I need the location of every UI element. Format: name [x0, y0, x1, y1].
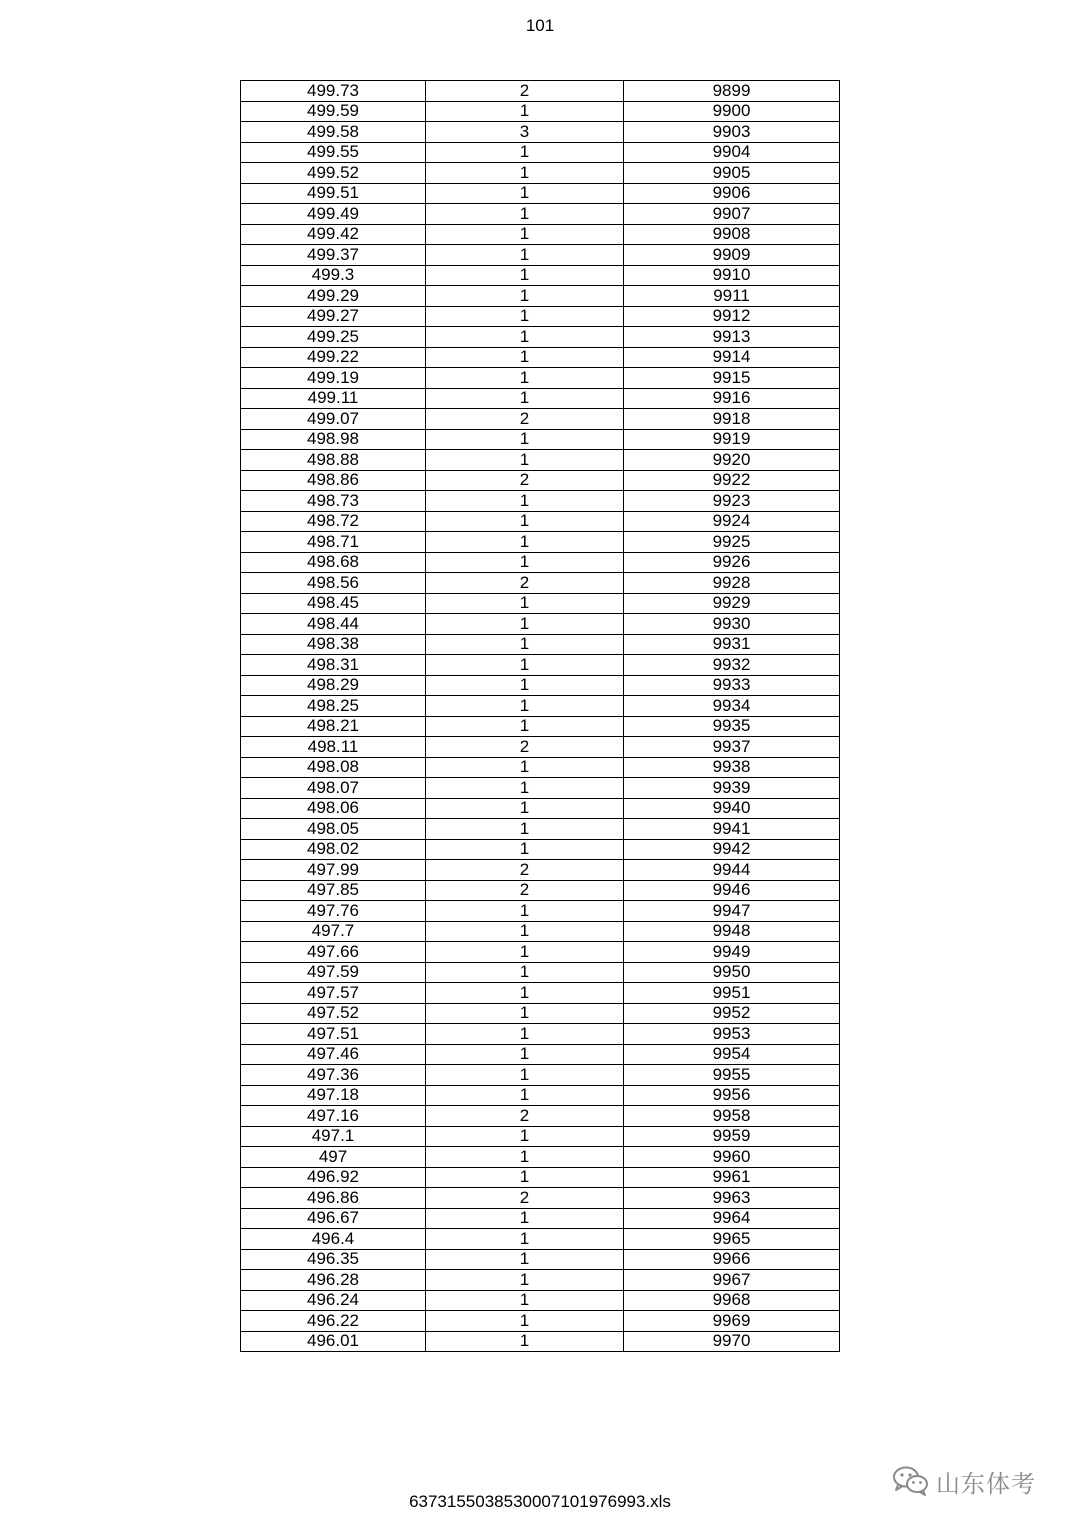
count-cell: 1	[426, 1065, 624, 1086]
table-row	[241, 860, 840, 881]
count-cell: 2	[426, 470, 624, 491]
table-row	[241, 983, 840, 1004]
count-cell: 1	[426, 921, 624, 942]
count-cell: 1	[426, 1167, 624, 1188]
score-cell: 496.92	[241, 1167, 426, 1188]
score-cell: 497.99	[241, 860, 426, 881]
table-row	[241, 368, 840, 389]
score-cell: 498.08	[241, 757, 426, 778]
score-cell: 498.02	[241, 839, 426, 860]
table-row	[241, 101, 840, 122]
cumulative-cell: 9942	[624, 839, 840, 860]
table-row	[241, 1024, 840, 1045]
count-cell: 1	[426, 983, 624, 1004]
cumulative-cell: 9916	[624, 388, 840, 409]
score-cell: 498.29	[241, 675, 426, 696]
score-cell: 499.59	[241, 101, 426, 122]
table-row	[241, 880, 840, 901]
count-cell: 1	[426, 183, 624, 204]
cumulative-cell: 9904	[624, 142, 840, 163]
count-cell: 1	[426, 347, 624, 368]
page-number: 101	[525, 16, 555, 35]
score-cell: 499.22	[241, 347, 426, 368]
count-cell: 1	[426, 798, 624, 819]
count-cell: 1	[426, 593, 624, 614]
table-row	[241, 1270, 840, 1291]
score-cell: 496.22	[241, 1311, 426, 1332]
score-cell: 497.52	[241, 1003, 426, 1024]
score-cell: 497.7	[241, 921, 426, 942]
score-cell: 498.88	[241, 450, 426, 471]
score-cell: 497.51	[241, 1024, 426, 1045]
table-row	[241, 1249, 840, 1270]
score-cell: 499.55	[241, 142, 426, 163]
cumulative-cell: 9934	[624, 696, 840, 717]
score-cell: 498.11	[241, 737, 426, 758]
score-cell: 497.1	[241, 1126, 426, 1147]
cumulative-cell: 9951	[624, 983, 840, 1004]
cumulative-cell: 9913	[624, 327, 840, 348]
table-row	[241, 1065, 840, 1086]
count-cell: 1	[426, 716, 624, 737]
table-row	[241, 245, 840, 266]
cumulative-cell: 9955	[624, 1065, 840, 1086]
count-cell: 3	[426, 122, 624, 143]
count-cell: 1	[426, 1003, 624, 1024]
table-body	[241, 81, 840, 1352]
table-row	[241, 327, 840, 348]
count-cell: 1	[426, 204, 624, 225]
count-cell: 1	[426, 1126, 624, 1147]
count-cell: 1	[426, 1229, 624, 1250]
table-row	[241, 450, 840, 471]
count-cell: 1	[426, 655, 624, 676]
count-cell: 1	[426, 942, 624, 963]
count-cell: 1	[426, 778, 624, 799]
table-row	[241, 634, 840, 655]
count-cell: 1	[426, 265, 624, 286]
cumulative-cell: 9939	[624, 778, 840, 799]
table-row	[241, 614, 840, 635]
score-cell: 496.67	[241, 1208, 426, 1229]
cumulative-cell: 9928	[624, 573, 840, 594]
count-cell: 1	[426, 1147, 624, 1168]
count-cell: 1	[426, 286, 624, 307]
score-table	[240, 80, 840, 1352]
table-row	[241, 839, 840, 860]
score-cell: 499.27	[241, 306, 426, 327]
score-cell: 497.59	[241, 962, 426, 983]
table-row	[241, 1311, 840, 1332]
score-cell: 498.73	[241, 491, 426, 512]
table-row	[241, 286, 840, 307]
table-row	[241, 224, 840, 245]
score-cell: 498.06	[241, 798, 426, 819]
table-row	[241, 696, 840, 717]
table-row	[241, 737, 840, 758]
score-cell: 497.46	[241, 1044, 426, 1065]
cumulative-cell: 9912	[624, 306, 840, 327]
table-row	[241, 183, 840, 204]
table-row	[241, 942, 840, 963]
table-row	[241, 655, 840, 676]
table-row	[241, 921, 840, 942]
table-row	[241, 1188, 840, 1209]
score-cell: 497	[241, 1147, 426, 1168]
count-cell: 2	[426, 573, 624, 594]
cumulative-cell: 9966	[624, 1249, 840, 1270]
cumulative-cell: 9961	[624, 1167, 840, 1188]
cumulative-cell: 9933	[624, 675, 840, 696]
table-row	[241, 388, 840, 409]
score-cell: 499.73	[241, 81, 426, 102]
table-row	[241, 204, 840, 225]
cumulative-cell: 9920	[624, 450, 840, 471]
cumulative-cell: 9905	[624, 163, 840, 184]
count-cell: 1	[426, 245, 624, 266]
watermark-text: 山东体考	[936, 1469, 1036, 1498]
table-row	[241, 306, 840, 327]
cumulative-cell: 9963	[624, 1188, 840, 1209]
count-cell: 1	[426, 1331, 624, 1352]
count-cell: 1	[426, 368, 624, 389]
cumulative-cell: 9907	[624, 204, 840, 225]
wechat-icon	[892, 1465, 930, 1497]
score-cell: 498.45	[241, 593, 426, 614]
score-cell: 498.68	[241, 552, 426, 573]
cumulative-cell: 9918	[624, 409, 840, 430]
table-row	[241, 716, 840, 737]
cumulative-cell: 9964	[624, 1208, 840, 1229]
table-row	[241, 470, 840, 491]
table-row	[241, 757, 840, 778]
count-cell: 1	[426, 1270, 624, 1291]
cumulative-cell: 9953	[624, 1024, 840, 1045]
table-row	[241, 491, 840, 512]
table-row	[241, 1106, 840, 1127]
cumulative-cell: 9929	[624, 593, 840, 614]
table-row	[241, 819, 840, 840]
count-cell: 1	[426, 1249, 624, 1270]
count-cell: 1	[426, 634, 624, 655]
table-row	[241, 163, 840, 184]
score-cell: 499.49	[241, 204, 426, 225]
count-cell: 1	[426, 532, 624, 553]
cumulative-cell: 9926	[624, 552, 840, 573]
table-row	[241, 1229, 840, 1250]
cumulative-cell: 9938	[624, 757, 840, 778]
cumulative-cell: 9959	[624, 1126, 840, 1147]
count-cell: 1	[426, 491, 624, 512]
cumulative-cell: 9919	[624, 429, 840, 450]
table-row	[241, 1290, 840, 1311]
cumulative-cell: 9949	[624, 942, 840, 963]
score-cell: 498.07	[241, 778, 426, 799]
count-cell: 1	[426, 1024, 624, 1045]
score-cell: 498.56	[241, 573, 426, 594]
score-cell: 498.25	[241, 696, 426, 717]
score-cell: 499.58	[241, 122, 426, 143]
cumulative-cell: 9960	[624, 1147, 840, 1168]
table-row	[241, 1126, 840, 1147]
score-cell: 497.16	[241, 1106, 426, 1127]
cumulative-cell: 9970	[624, 1331, 840, 1352]
count-cell: 1	[426, 101, 624, 122]
file-name: 6373155038530007101976993.xls	[409, 1492, 671, 1511]
count-cell: 1	[426, 511, 624, 532]
cumulative-cell: 9900	[624, 101, 840, 122]
cumulative-cell: 9910	[624, 265, 840, 286]
score-cell: 497.66	[241, 942, 426, 963]
score-cell: 496.24	[241, 1290, 426, 1311]
count-cell: 1	[426, 306, 624, 327]
score-cell: 498.05	[241, 819, 426, 840]
cumulative-cell: 9909	[624, 245, 840, 266]
count-cell: 2	[426, 409, 624, 430]
score-cell: 499.29	[241, 286, 426, 307]
cumulative-cell: 9922	[624, 470, 840, 491]
cumulative-cell: 9954	[624, 1044, 840, 1065]
count-cell: 1	[426, 224, 624, 245]
count-cell: 1	[426, 388, 624, 409]
count-cell: 1	[426, 696, 624, 717]
count-cell: 1	[426, 901, 624, 922]
score-cell: 497.85	[241, 880, 426, 901]
table-row	[241, 901, 840, 922]
cumulative-cell: 9925	[624, 532, 840, 553]
count-cell: 1	[426, 142, 624, 163]
score-cell: 496.01	[241, 1331, 426, 1352]
count-cell: 2	[426, 81, 624, 102]
count-cell: 1	[426, 1311, 624, 1332]
count-cell: 1	[426, 1290, 624, 1311]
count-cell: 1	[426, 450, 624, 471]
table-row	[241, 122, 840, 143]
cumulative-cell: 9956	[624, 1085, 840, 1106]
score-cell: 497.36	[241, 1065, 426, 1086]
table-row	[241, 1331, 840, 1352]
table-row	[241, 511, 840, 532]
cumulative-cell: 9908	[624, 224, 840, 245]
table-row	[241, 81, 840, 102]
table-row	[241, 429, 840, 450]
count-cell: 2	[426, 1106, 624, 1127]
cumulative-cell: 9931	[624, 634, 840, 655]
table-row	[241, 573, 840, 594]
score-cell: 499.51	[241, 183, 426, 204]
score-cell: 499.52	[241, 163, 426, 184]
count-cell: 2	[426, 880, 624, 901]
score-cell: 496.28	[241, 1270, 426, 1291]
score-cell: 496.86	[241, 1188, 426, 1209]
count-cell: 1	[426, 163, 624, 184]
score-cell: 498.44	[241, 614, 426, 635]
cumulative-cell: 9924	[624, 511, 840, 532]
table-row	[241, 1003, 840, 1024]
cumulative-cell: 9937	[624, 737, 840, 758]
score-cell: 499.42	[241, 224, 426, 245]
cumulative-cell: 9950	[624, 962, 840, 983]
cumulative-cell: 9968	[624, 1290, 840, 1311]
cumulative-cell: 9947	[624, 901, 840, 922]
cumulative-cell: 9915	[624, 368, 840, 389]
score-cell: 496.4	[241, 1229, 426, 1250]
count-cell: 1	[426, 819, 624, 840]
score-cell: 499.3	[241, 265, 426, 286]
table-row	[241, 532, 840, 553]
count-cell: 1	[426, 675, 624, 696]
cumulative-cell: 9967	[624, 1270, 840, 1291]
table-row	[241, 1147, 840, 1168]
table-row	[241, 1085, 840, 1106]
count-cell: 1	[426, 757, 624, 778]
cumulative-cell: 9914	[624, 347, 840, 368]
table-row	[241, 1167, 840, 1188]
cumulative-cell: 9941	[624, 819, 840, 840]
score-cell: 498.71	[241, 532, 426, 553]
score-cell: 497.18	[241, 1085, 426, 1106]
table-row	[241, 962, 840, 983]
cumulative-cell: 9906	[624, 183, 840, 204]
count-cell: 2	[426, 860, 624, 881]
count-cell: 2	[426, 737, 624, 758]
cumulative-cell: 9969	[624, 1311, 840, 1332]
table-row	[241, 593, 840, 614]
cumulative-cell: 9932	[624, 655, 840, 676]
cumulative-cell: 9940	[624, 798, 840, 819]
score-cell: 497.57	[241, 983, 426, 1004]
table-row	[241, 409, 840, 430]
cumulative-cell: 9923	[624, 491, 840, 512]
count-cell: 1	[426, 839, 624, 860]
score-cell: 498.21	[241, 716, 426, 737]
score-cell: 499.11	[241, 388, 426, 409]
cumulative-cell: 9946	[624, 880, 840, 901]
table-row	[241, 265, 840, 286]
score-cell: 498.86	[241, 470, 426, 491]
score-cell: 496.35	[241, 1249, 426, 1270]
count-cell: 1	[426, 1208, 624, 1229]
cumulative-cell: 9911	[624, 286, 840, 307]
cumulative-cell: 9935	[624, 716, 840, 737]
cumulative-cell: 9952	[624, 1003, 840, 1024]
table-row	[241, 778, 840, 799]
count-cell: 1	[426, 1085, 624, 1106]
count-cell: 1	[426, 614, 624, 635]
count-cell: 1	[426, 962, 624, 983]
score-cell: 497.76	[241, 901, 426, 922]
table-row	[241, 1044, 840, 1065]
cumulative-cell: 9930	[624, 614, 840, 635]
table-row	[241, 798, 840, 819]
cumulative-cell: 9958	[624, 1106, 840, 1127]
cumulative-cell: 9899	[624, 81, 840, 102]
cumulative-cell: 9965	[624, 1229, 840, 1250]
watermark	[892, 1463, 1036, 1499]
table-row	[241, 142, 840, 163]
table-row	[241, 1208, 840, 1229]
score-cell: 498.72	[241, 511, 426, 532]
score-cell: 498.98	[241, 429, 426, 450]
score-cell: 499.07	[241, 409, 426, 430]
cumulative-cell: 9944	[624, 860, 840, 881]
score-cell: 499.37	[241, 245, 426, 266]
score-cell: 499.25	[241, 327, 426, 348]
cumulative-cell: 9948	[624, 921, 840, 942]
table-row	[241, 675, 840, 696]
table-row	[241, 552, 840, 573]
count-cell: 2	[426, 1188, 624, 1209]
score-cell: 499.19	[241, 368, 426, 389]
count-cell: 1	[426, 1044, 624, 1065]
score-cell: 498.31	[241, 655, 426, 676]
score-cell: 498.38	[241, 634, 426, 655]
table-row	[241, 347, 840, 368]
count-cell: 1	[426, 327, 624, 348]
cumulative-cell: 9903	[624, 122, 840, 143]
count-cell: 1	[426, 429, 624, 450]
count-cell: 1	[426, 552, 624, 573]
